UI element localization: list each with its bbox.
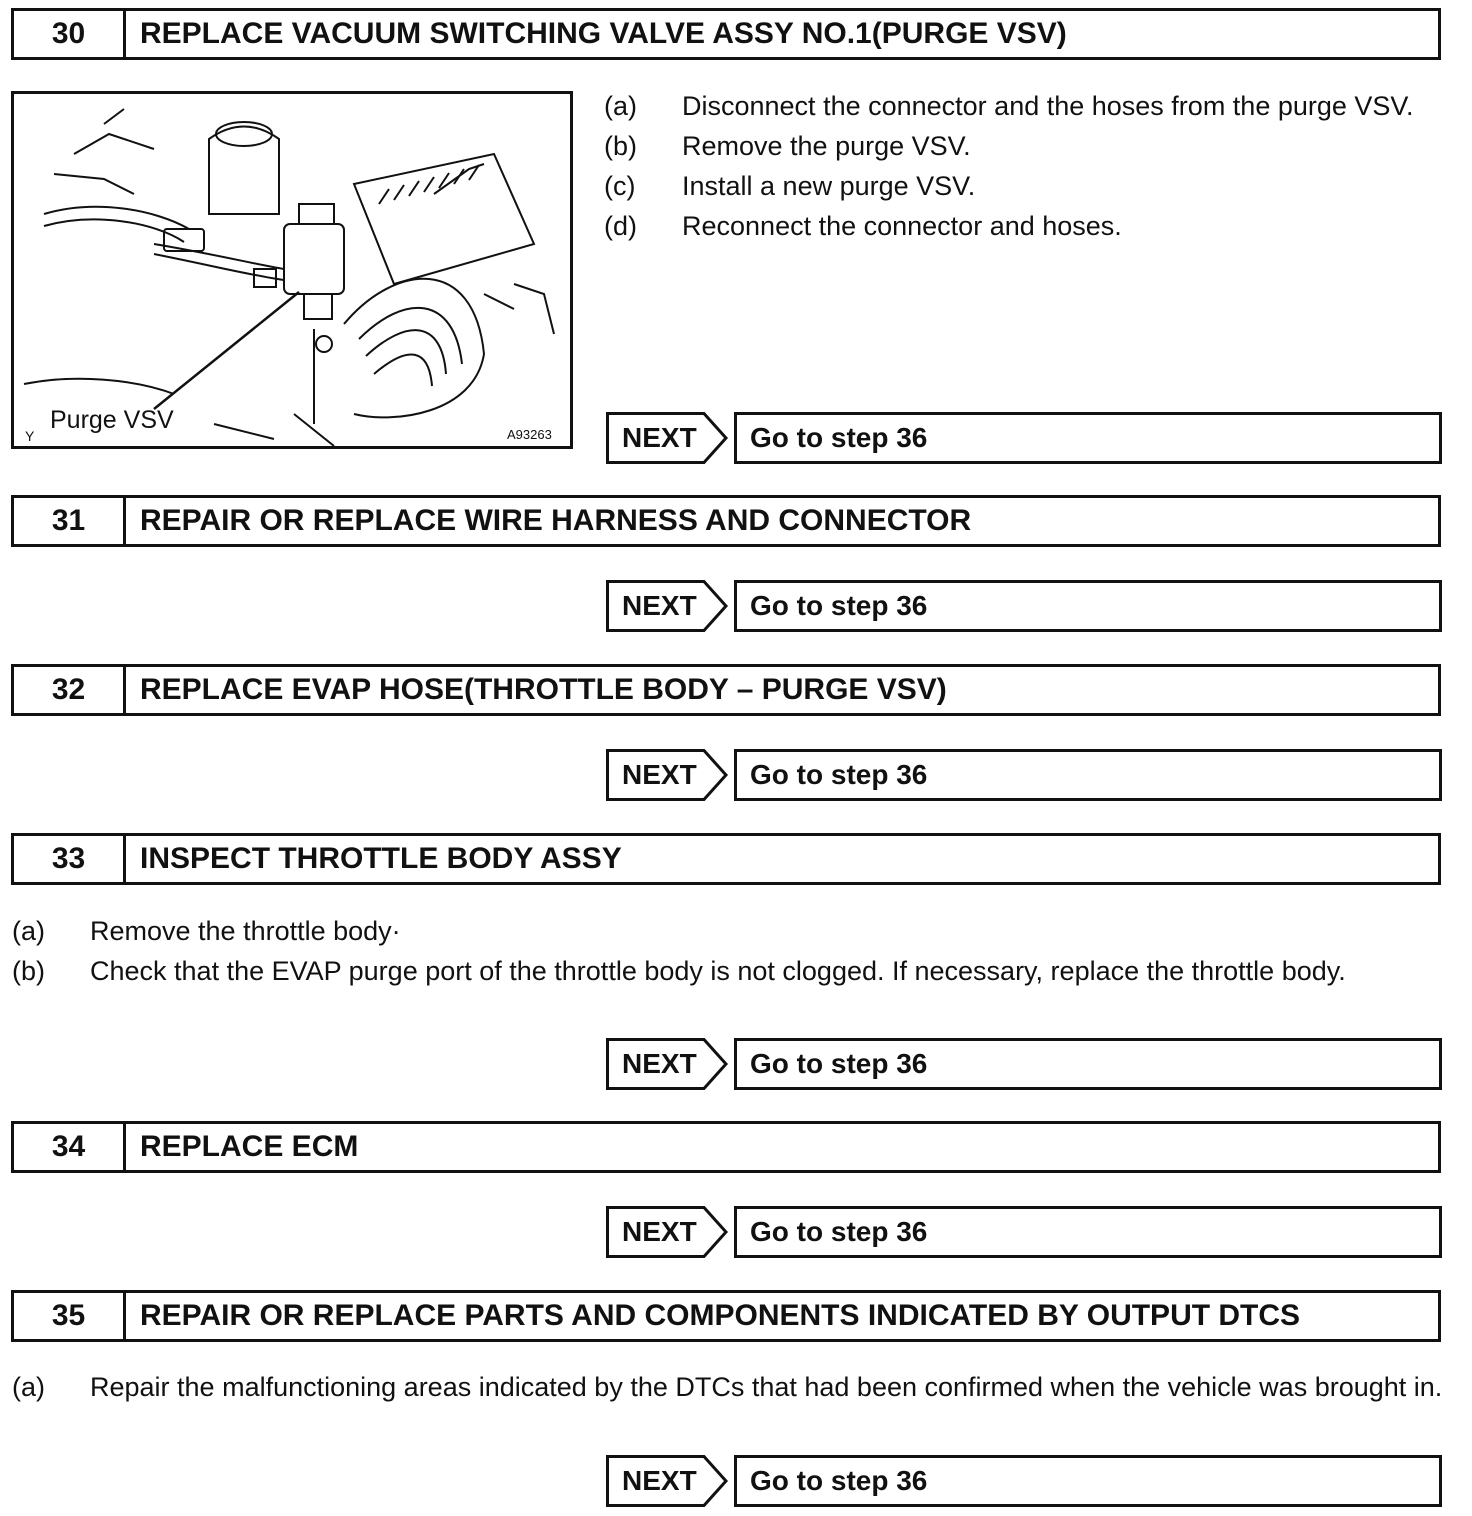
next-label: NEXT (622, 1216, 697, 1247)
step-title: REPLACE VACUUM SWITCHING VALVE ASSY NO.1(PURGE VSV) (140, 17, 1067, 50)
next-target: Go to step 36 (734, 749, 1442, 801)
instruction-marker: (b) (604, 131, 637, 161)
step-title: REPAIR OR REPLACE PARTS AND COMPONENTS INDICATED BY OUTPUT DTCS (140, 1299, 1301, 1332)
next-target: Go to step 36 (734, 1455, 1442, 1507)
next-button[interactable] (606, 580, 728, 632)
instruction-text: Remove the purge VSV. (682, 131, 971, 161)
step-number: 31 (14, 498, 126, 544)
step-30-header (11, 8, 1441, 60)
instruction-marker: (c) (604, 171, 636, 201)
instruction-text: Reconnect the connector and hoses. (682, 211, 1122, 241)
figure-code: A93263 (507, 427, 552, 442)
instruction-item (604, 126, 1444, 166)
instruction-text: Check that the EVAP purge port of the throttle body is not clogged. If necessary, replace the throttle body. (90, 956, 1346, 986)
instruction-item (604, 86, 1444, 126)
step-35-instructions (12, 1367, 1444, 1407)
next-label: NEXT (622, 590, 697, 621)
step-32-next-row (606, 749, 1442, 801)
instruction-item (12, 951, 1444, 991)
instruction-marker: (a) (604, 91, 637, 121)
next-target: Go to step 36 (734, 580, 1442, 632)
instruction-text: Disconnect the connector and the hoses from the purge VSV. (682, 91, 1414, 121)
instruction-item (604, 206, 1444, 246)
step-33-header (11, 833, 1441, 885)
next-button[interactable] (606, 1038, 728, 1090)
figure-callout-label: Purge VSV (50, 406, 174, 434)
instruction-text: Remove the throttle body· (90, 916, 401, 946)
instruction-marker: (d) (604, 211, 637, 241)
instruction-item (12, 1367, 1444, 1407)
step-31-header (11, 495, 1441, 547)
instruction-marker: (b) (12, 956, 45, 986)
step-title: REPAIR OR REPLACE WIRE HARNESS AND CONNECTOR (140, 504, 972, 537)
next-label: NEXT (622, 1048, 697, 1079)
step-title: INSPECT THROTTLE BODY ASSY (140, 842, 622, 875)
step-35-header (11, 1290, 1441, 1342)
next-label: NEXT (622, 759, 697, 790)
step-number: 30 (14, 11, 126, 57)
step-35-next-row (606, 1455, 1442, 1507)
instruction-marker: (a) (12, 916, 45, 946)
next-button[interactable] (606, 1455, 728, 1507)
step-number: 35 (14, 1293, 126, 1339)
instruction-text: Install a new purge VSV. (682, 171, 976, 201)
figure-corner-mark: Y (25, 428, 35, 444)
step-34-next-row (606, 1206, 1442, 1258)
step-title: REPLACE EVAP HOSE(THROTTLE BODY – PURGE VSV) (140, 673, 947, 706)
step-34-header (11, 1121, 1441, 1173)
instruction-marker: (a) (12, 1372, 45, 1402)
next-target: Go to step 36 (734, 412, 1442, 464)
step-30-next-row (606, 412, 1442, 464)
next-button[interactable] (606, 1206, 728, 1258)
engine-bay-drawing (14, 94, 570, 446)
purge-vsv-illustration (11, 91, 573, 449)
step-number: 34 (14, 1124, 126, 1170)
next-button[interactable] (606, 749, 728, 801)
next-label: NEXT (622, 422, 697, 453)
step-32-header (11, 664, 1441, 716)
instruction-text: Repair the malfunctioning areas indicated by the DTCs that had been confirmed when the vehicle was brought in. (90, 1372, 1443, 1402)
instruction-item (604, 166, 1444, 206)
next-label: NEXT (622, 1465, 697, 1496)
step-33-instructions (12, 911, 1444, 991)
step-33-next-row (606, 1038, 1442, 1090)
step-31-next-row (606, 580, 1442, 632)
next-target: Go to step 36 (734, 1206, 1442, 1258)
next-target: Go to step 36 (734, 1038, 1442, 1090)
instruction-item (12, 911, 1444, 951)
step-title: REPLACE ECM (140, 1130, 359, 1163)
step-number: 32 (14, 667, 126, 713)
step-30-instructions (604, 86, 1444, 246)
next-button[interactable] (606, 412, 728, 464)
step-number: 33 (14, 836, 126, 882)
